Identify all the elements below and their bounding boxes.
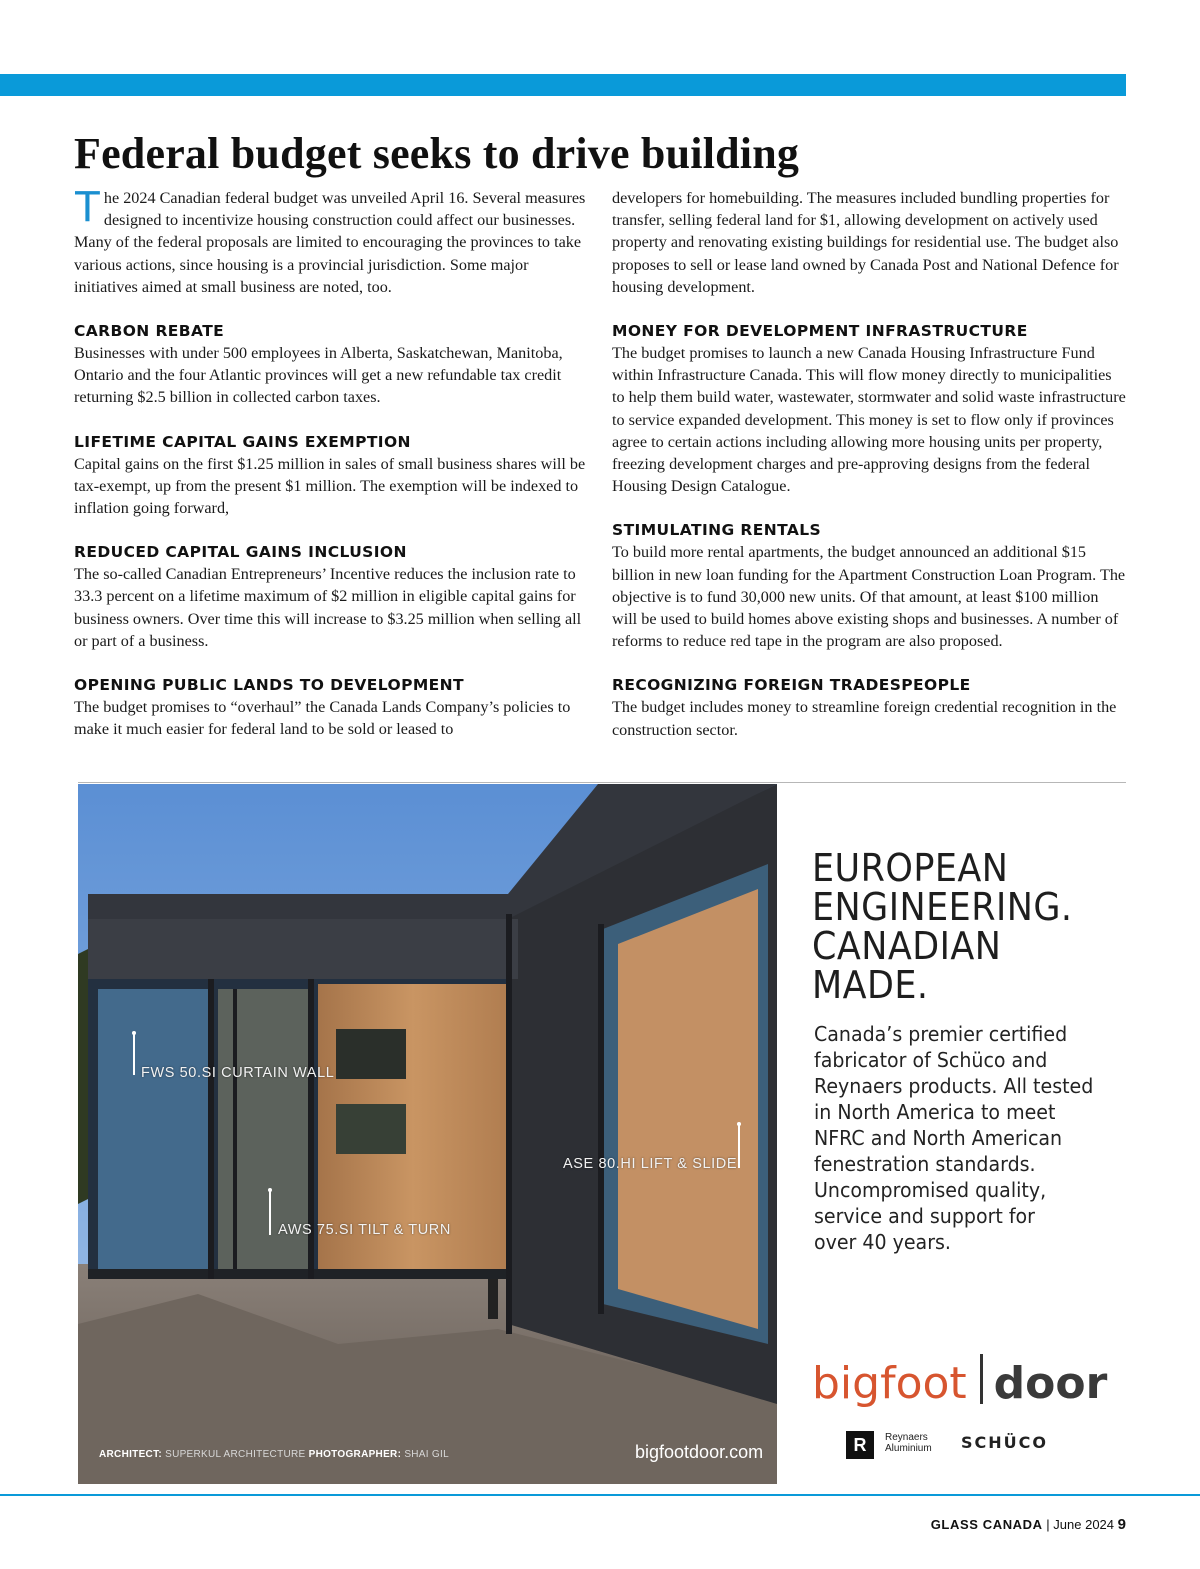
- issue-date: June 2024: [1053, 1517, 1115, 1532]
- ad-headline: EUROPEAN ENGINEERING. CANADIAN MADE.: [812, 846, 1073, 1007]
- section-body: The so-called Canadian Entrepreneurs’ Incentive reduces the inclusion rate to 33.3 percent on a lifetime maximum of $2 million in eligible capital gains for business owners. Over time this will increase to $3.25 million when selling all or part of a business.: [74, 565, 582, 650]
- section-heading: REDUCED CAPITAL GAINS INCLUSION: [74, 543, 407, 562]
- section-body: Capital gains on the first $1.25 million in sales of small business shares will be tax-exempt, up from the present $1 million. The exemption will be indexed to inflation going forward,: [74, 454, 586, 518]
- ad-website-link[interactable]: bigfootdoor.com: [635, 1442, 764, 1462]
- section-body: The budget promises to launch a new Canada Housing Infrastructure Fund within Infrastructure Canada. This will flow money directly to municipalities to help them build water, wastewater, stormwater and solid waste infrastructure to service expanded development. This money is set to flow only if provinces agree to certain actions including allowing more housing units per property, freezing development charges and pre-approving designs from the federal Housing Design Catalogue.: [612, 344, 1126, 496]
- section-body: The budget includes money to streamline foreign credential recognition in the construction sector.: [612, 698, 1117, 739]
- callout-pointer: [133, 1033, 135, 1075]
- section-heading: MONEY FOR DEVELOPMENT INFRASTRUCTURE: [612, 322, 1028, 341]
- section-heading: CARBON REBATE: [74, 322, 225, 341]
- magazine-name: GLASS CANADA: [930, 1517, 1043, 1532]
- header-accent-bar: [0, 74, 1126, 96]
- section-heading: LIFETIME CAPITAL GAINS EXEMPTION: [74, 432, 411, 451]
- page-footer: [931, 1516, 1126, 1533]
- footer-rule: [0, 1494, 1200, 1496]
- callout-pointer: [269, 1190, 271, 1235]
- callout-pointer: [738, 1124, 740, 1168]
- section-heading: STIMULATING RENTALS: [612, 521, 822, 540]
- article-title: Federal budget seeks to drive building: [74, 129, 800, 178]
- logo-separator: [980, 1354, 983, 1404]
- callout-curtain-wall: FWS 50.SI CURTAIN WALL: [141, 1065, 335, 1081]
- callout-lift-slide: ASE 80.HI LIFT & SLIDE: [563, 1156, 738, 1172]
- section-body: To build more rental apartments, the budget announced an additional $15 billion in new loan funding for the Apartment Construction Loan Program. The objective is to fund 30,000 new units. Of that amount, at least $100 million will be used to build homes above existing shops and businesses. A number of reforms to reduce red tape in the program are also proposed.: [612, 543, 1126, 651]
- article-column-right: [612, 187, 1127, 741]
- photo-credit: ARCHITECT: SUPERKUL ARCHITECTURE PHOTOGRAPHER: SHAI GIL: [99, 1449, 449, 1460]
- bigfoot-door-logo: bigfoot door: [812, 1354, 1107, 1414]
- article-column-left: [74, 182, 589, 740]
- ad-body-copy: Canada’s premier certified fabricator of Schüco and Reynaers products. All tested in North America to meet NFRC and North American fenestration standards. Uncompromised quality, service and support for over 40 years.: [814, 1022, 1094, 1254]
- schuco-logo: SCHÜCO: [961, 1433, 1048, 1452]
- page-number: 9: [1117, 1516, 1126, 1533]
- continuation-paragraph: developers for homebuilding. The measures included bundling properties for transfer, selling federal land for $1, allowing development on actively used property and renovating existing buildings for residential use. The budget also proposes to sell or lease land owned by Canada Post and National Defence for housing development.: [612, 189, 1119, 296]
- ad-top-divider: [78, 782, 1126, 783]
- section-heading: RECOGNIZING FOREIGN TRADESPEOPLE: [612, 676, 971, 695]
- house-illustration: [78, 784, 777, 1484]
- section-body: Businesses with under 500 employees in Alberta, Saskatchewan, Manitoba, Ontario and the four Atlantic provinces will get a new refundable tax credit returning $2.5 billion in collected carbon taxes.: [74, 344, 563, 407]
- ad-photo: [78, 784, 777, 1484]
- callout-tilt-turn: AWS 75.SI TILT & TURN: [278, 1222, 451, 1238]
- drop-cap: T: [74, 182, 101, 231]
- section-body: The budget promises to “overhaul” the Canada Lands Company’s policies to make it much easier for federal land to be sold or leased to: [74, 698, 571, 739]
- footer-separator: |: [1046, 1517, 1050, 1532]
- reynaers-logo-icon: R: [846, 1431, 874, 1459]
- section-heading: OPENING PUBLIC LANDS TO DEVELOPMENT: [74, 676, 465, 695]
- intro-paragraph: The 2024 Canadian federal budget was unveiled April 16. Several measures designed to incentivize housing construction could affect our businesses. Many of the federal proposals are limited to encouraging the provinces to take various actions, since housing is a provincial jurisdiction. Some major initiatives aimed at small business are noted, too.: [74, 182, 586, 296]
- reynaers-logo-text: Reynaers Aluminium: [885, 1432, 932, 1454]
